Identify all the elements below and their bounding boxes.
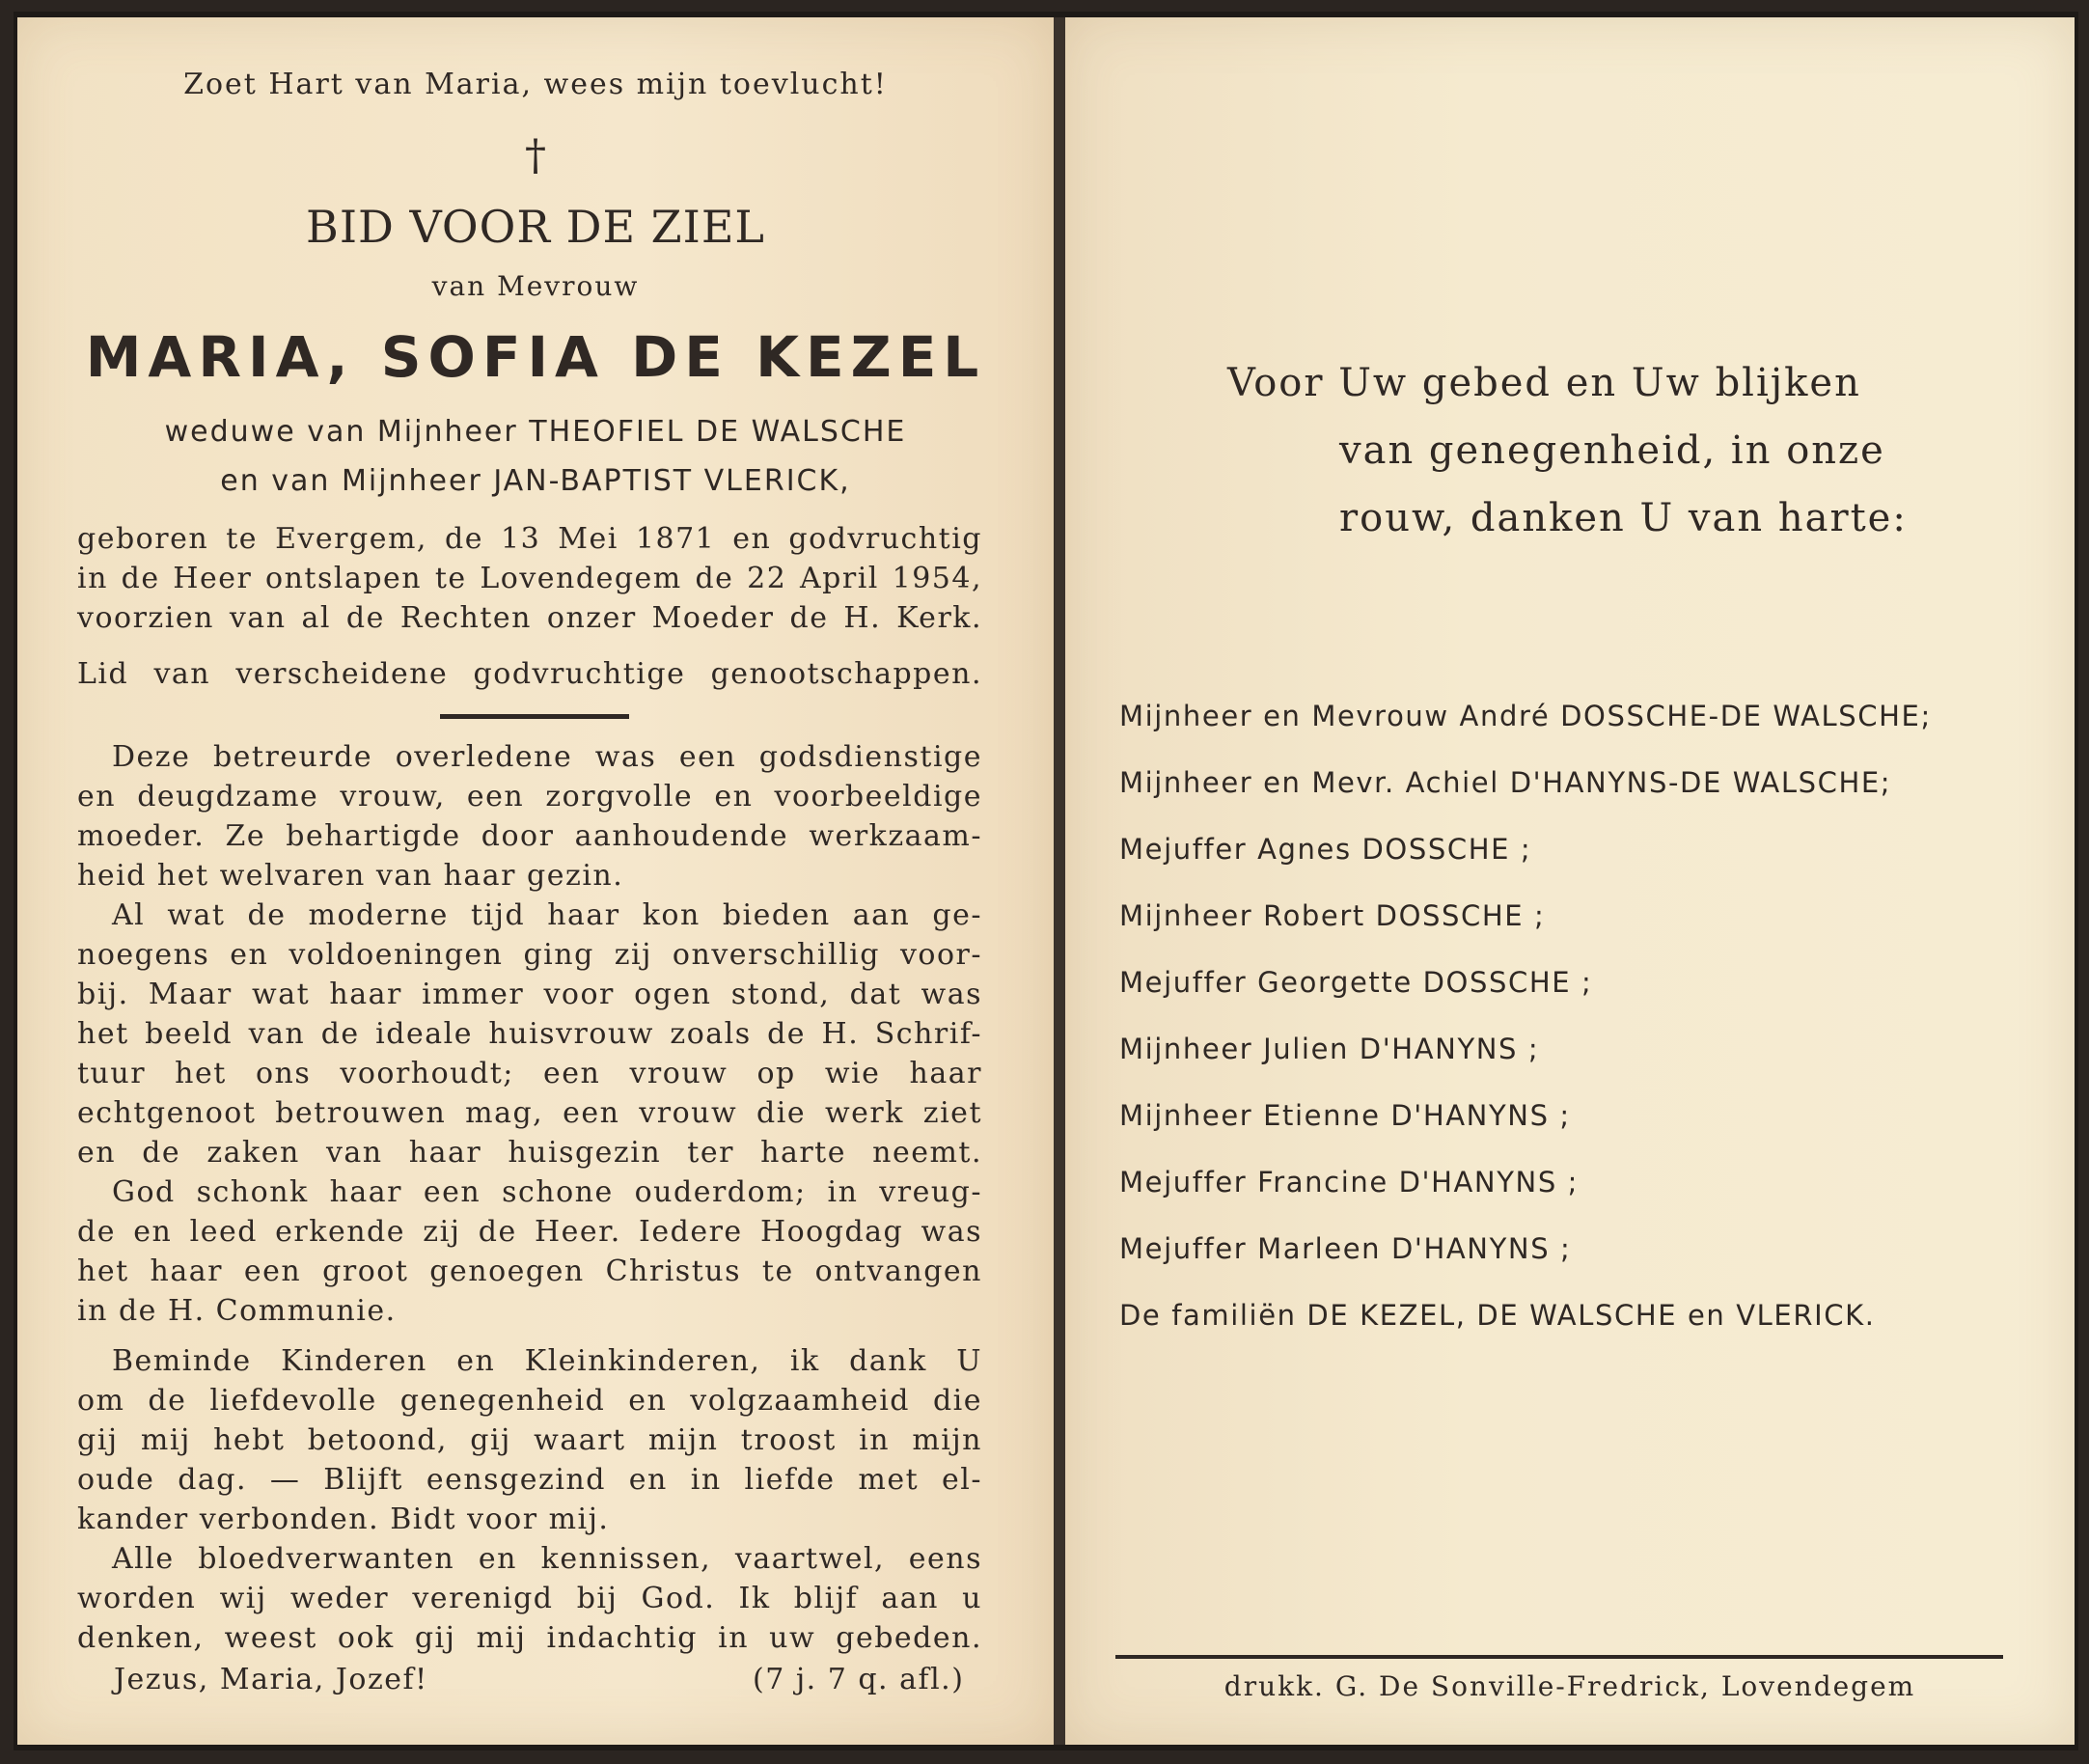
body-line: God schonk haar een schone ouderdom; in vreug- <box>112 1175 982 1209</box>
body-text-2 <box>77 1341 982 1658</box>
body-line: het haar een groot genoegen Christus te ontvangen <box>77 1254 982 1288</box>
family-item: De familiën DE KEZEL, DE WALSCHE en VLERICK. <box>1119 1299 1876 1332</box>
indulgence: (7 j. 7 q. afl.) <box>753 1663 965 1696</box>
thanks-line: van genegenheid, in onze <box>1339 428 1885 473</box>
body-line: en de zaken van haar huisgezin ter harte neemt. <box>77 1136 982 1170</box>
body-line: het beeld van de ideale huisvrouw zoals de H. Schrif- <box>77 1017 982 1051</box>
body-line: echtgenoot betrouwen mag, een vrouw die werk ziet <box>77 1096 982 1130</box>
thanks-line: Voor Uw gebed en Uw blijken <box>1227 361 1861 405</box>
footer-rule <box>1115 1655 2003 1659</box>
bio-line: in de Heer ontslapen te Lovendegem de 22 April 1954, <box>77 562 982 595</box>
family-item: Mijnheer en Mevr. Achiel D'HANYNS-DE WALSCHE; <box>1119 766 1892 799</box>
closing-prayer: Jezus, Maria, Jozef! <box>114 1663 428 1696</box>
widow-line-2: en van Mijnheer JAN-BAPTIST VLERICK, <box>220 464 851 498</box>
divider <box>440 714 629 719</box>
widow-line-1: weduwe van Mijnheer THEOFIEL DE WALSCHE <box>164 415 907 449</box>
body-line: noegens en voldoeningen ging zij onverschillig voor- <box>77 938 982 972</box>
body-line: en deugdzame vrouw, een zorgvolle en voorbeeldige <box>77 780 982 813</box>
body-line: denken, weest ook gij mij indachtig in uw gebeden. <box>77 1621 982 1655</box>
body-text <box>77 737 982 1331</box>
deceased-name: MARIA, SOFIA DE KEZEL <box>85 324 986 390</box>
body-line: de en leed erkende zij de Heer. Iedere Hoogdag was <box>77 1215 982 1249</box>
body-line: Al wat de moderne tijd haar kon bieden aan ge- <box>112 898 982 932</box>
family-item: Mijnheer Julien D'HANYNS ; <box>1119 1033 1540 1065</box>
bio-line: voorzien van al de Rechten onzer Moeder de H. Kerk. <box>77 601 982 635</box>
right-page <box>1065 17 2075 1745</box>
printer-credit: drukk. G. De Sonville-Fredrick, Lovendegem <box>1223 1670 1916 1702</box>
biography <box>77 519 982 638</box>
motto: Zoet Hart van Maria, wees mijn toevlucht! <box>183 68 888 101</box>
family-item: Mejuffer Georgette DOSSCHE ; <box>1119 966 1593 999</box>
body-line: Deze betreurde overledene was een godsdienstige <box>112 740 982 774</box>
body-line: worden wij weder verenigd bij God. Ik blijf aan u <box>77 1582 982 1615</box>
thanks-text <box>1227 349 1908 552</box>
left-page <box>17 17 1054 1745</box>
fold <box>1054 17 1065 1745</box>
body-line: oude dag. — Blijft eensgezind en in liefde met el- <box>77 1463 982 1497</box>
body-line: gij mij hebt betoond, gij waart mijn troost in mijn <box>77 1423 982 1457</box>
body-line: in de H. Communie. <box>77 1294 397 1328</box>
family-item: Mejuffer Agnes DOSSCHE ; <box>1119 833 1532 866</box>
family-list <box>1119 683 2026 1349</box>
family-item: Mijnheer en Mevrouw André DOSSCHE-DE WALSCHE; <box>1119 700 1932 732</box>
bio-line: geboren te Evergem, de 13 Mei 1871 en godvruchtig <box>77 522 982 556</box>
membership <box>77 654 982 694</box>
body-line: kander verbonden. Bidt voor mij. <box>77 1502 610 1536</box>
body-line: heid het welvaren van haar gezin. <box>77 859 624 893</box>
van-mevrouw: van Mevrouw <box>431 270 640 302</box>
thanks-line: rouw, danken U van harte: <box>1339 496 1908 540</box>
member-line: Lid van verscheidene godvruchtige genootschappen. <box>77 657 982 691</box>
family-item: Mijnheer Robert DOSSCHE ; <box>1119 899 1546 932</box>
body-line: om de liefdevolle genegenheid en volgzaamheid die <box>77 1384 982 1418</box>
body-line: bij. Maar wat haar immer voor ogen stond, dat was <box>77 978 982 1011</box>
heading: BID VOOR DE ZIEL <box>306 201 765 253</box>
memorial-card <box>14 12 2078 1750</box>
family-item: Mejuffer Francine D'HANYNS ; <box>1119 1166 1580 1199</box>
body-line: moeder. Ze behartigde door aanhoudende werkzaam- <box>77 819 982 853</box>
cross-icon: † <box>525 131 546 180</box>
body-line: Alle bloedverwanten en kennissen, vaartwel, eens <box>112 1542 982 1576</box>
family-item: Mijnheer Etienne D'HANYNS ; <box>1119 1099 1571 1132</box>
family-item: Mejuffer Marleen D'HANYNS ; <box>1119 1232 1572 1265</box>
body-line: Beminde Kinderen en Kleinkinderen, ik dank U <box>112 1344 982 1378</box>
body-line: tuur het ons voorhoudt; een vrouw op wie haar <box>77 1057 982 1090</box>
